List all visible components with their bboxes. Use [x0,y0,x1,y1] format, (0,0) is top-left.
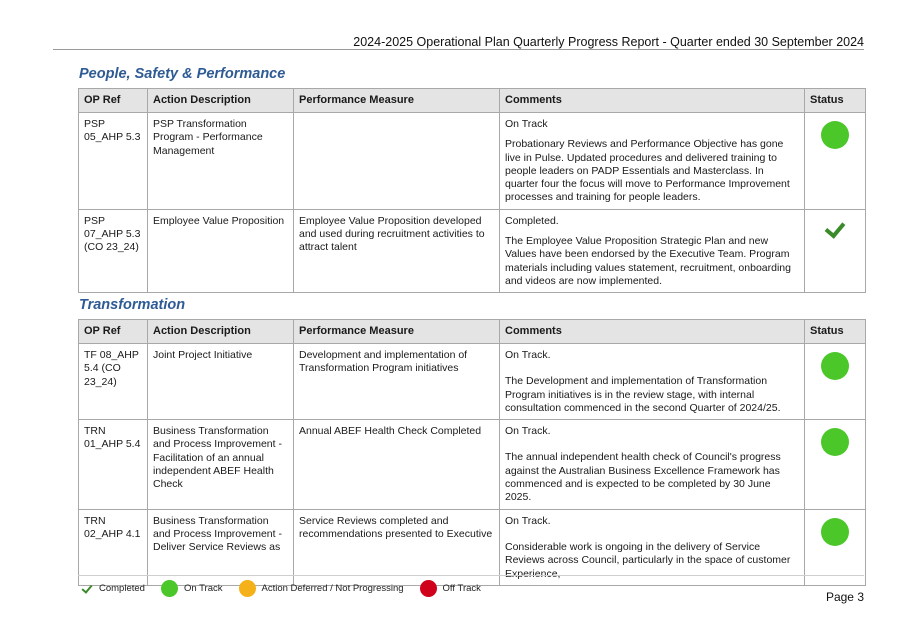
comment-status-text: On Track. [505,349,551,361]
col-header-status: Status [805,320,866,344]
page-number: Page 3 [825,590,864,604]
table-header-row [79,320,866,344]
comment-detail-text: The Development and implementation of Transformation Program initiatives is in the review stage, with internal consultation commenced in the second Quarter of 2024/25. [505,375,781,414]
status-cell [805,209,866,292]
legend-divider [78,575,864,576]
measure-cell: Annual ABEF Health Check Completed [294,420,500,509]
legend-item-off-track [420,580,481,597]
col-header-comments: Comments [500,320,805,344]
check-icon [81,582,92,594]
comments-cell [500,420,805,509]
comment-detail-text: The annual independent health check of Council's progress against the Australian Business Excellence Framework has commenced and is expected to be completed by 30 June 2025. [505,451,781,504]
on-track-dot-icon [821,428,849,456]
col-header-status: Status [805,89,866,113]
comment-detail-text: Considerable work is ongoing in the delivery of Service Reviews across Council, particularly in the space of customer Experience, [505,540,791,580]
comments-cell [500,209,805,292]
table-row [79,113,866,210]
comment-detail-text: The Employee Value Proposition Strategic Plan and new Values have been endorsed by the Executive Team. Program materials including values statement, recruitment, onboarding and videos are now implemented. [505,235,791,287]
op-ref-cell: TF 08_AHP 5.4 (CO 23_24) [79,344,148,420]
measure-cell: Development and implementation of Transformation Program initiatives [294,344,500,420]
legend-item-completed [80,583,145,595]
table-header-row [79,89,866,113]
action-cell: Employee Value Proposition [148,209,294,292]
comment-status-text: On Track. [505,425,551,438]
legend-label: On Track [183,583,223,594]
on-track-dot-icon [821,518,849,546]
header-divider [53,49,864,50]
legend-item-on-track [161,580,223,597]
col-header-op-ref: OP Ref [79,320,148,344]
section-title-transformation: Transformation [79,297,186,313]
completed-check-icon [825,217,846,239]
section-title-people-safety-performance: People, Safety & Performance [79,66,286,82]
table-row [79,509,866,585]
legend-label: Action Deferred / Not Progressing [261,583,404,594]
col-header-action-description: Action Description [148,89,294,113]
transformation-table [78,319,866,586]
action-cell: Joint Project Initiative [148,344,294,420]
col-header-action-description: Action Description [148,320,294,344]
measure-cell [294,113,500,210]
action-cell: PSP Transformation Program - Performance Management [148,113,294,210]
col-header-op-ref: OP Ref [79,89,148,113]
col-header-performance-measure: Performance Measure [294,89,500,113]
comment-detail-text: Probationary Reviews and Performance Objective has gone live in Pulse. Updated procedures and delivered training to people leaders on PADP Essentials and Masterclass. In quarter four the focus will move to Performance Improvement processes and training for people leaders. [505,138,790,204]
col-header-comments: Comments [500,89,805,113]
on-track-dot-icon [821,352,849,380]
comment-status-text: On Track. [505,514,551,527]
legend-label: Completed [99,583,145,594]
report-header-title: 2024-2025 Operational Plan Quarterly Progress Report - Quarter ended 30 September 2024 [353,35,864,49]
status-cell [805,509,866,585]
col-header-performance-measure: Performance Measure [294,320,500,344]
on-track-dot-icon [821,121,849,149]
people-safety-performance-table [78,88,866,293]
comments-cell [500,344,805,420]
status-cell [805,113,866,210]
measure-cell: Employee Value Proposition developed and used during recruitment activities to attract talent [294,209,500,292]
comments-cell [500,509,805,585]
legend-label: Off Track [442,583,481,594]
table-row [79,420,866,509]
action-cell: Business Transformation and Process Improvement - Facilitation of an annual independent ABEF Health Check [148,420,294,509]
status-cell [805,344,866,420]
comments-cell [500,113,805,210]
legend-item-deferred [239,580,404,597]
op-ref-cell: PSP 05_AHP 5.3 [79,113,148,210]
table-row [79,344,866,420]
green-dot-icon [161,580,178,597]
status-cell [805,420,866,509]
orange-dot-icon [239,580,256,597]
op-ref-cell: TRN 02_AHP 4.1 [79,509,148,585]
comment-status-text: Completed. [505,214,559,227]
comment-status-text: On Track [505,118,548,130]
measure-cell: Service Reviews completed and recommendations presented to Executive [294,509,500,585]
action-cell: Business Transformation and Process Improvement - Deliver Service Reviews as [148,509,294,585]
table-row [79,209,866,292]
op-ref-cell: TRN 01_AHP 5.4 [79,420,148,509]
op-ref-cell: PSP 07_AHP 5.3 (CO 23_24) [79,209,148,292]
status-legend [80,580,497,597]
red-dot-icon [420,580,437,597]
